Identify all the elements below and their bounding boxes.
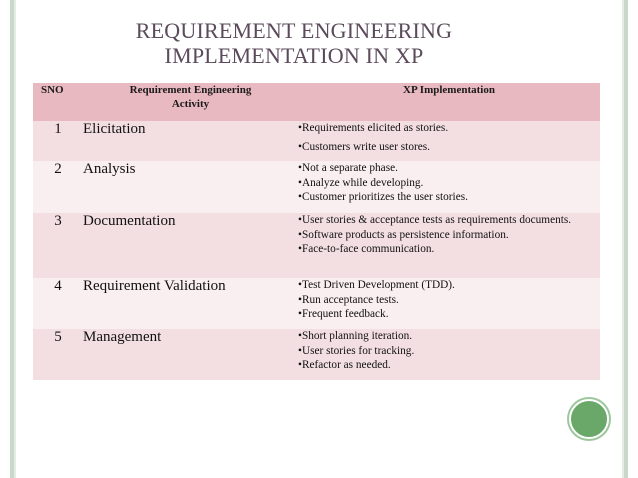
implementation-item: •Software products as persistence information. (298, 228, 509, 241)
implementation-item: •Customer prioritizes the user stories. (298, 191, 468, 204)
implementation-item: •Short planning iteration. (298, 330, 413, 342)
left-border-decoration (10, 0, 16, 478)
implementation-item: •Test Driven Development (TDD). (298, 279, 455, 291)
row-sno: 2 (54, 161, 62, 177)
implementation-item: •Requirements elicited as stories. (298, 122, 449, 134)
row-xp-implementation (298, 213, 600, 278)
row-xp-implementation (298, 161, 600, 213)
table-row (33, 329, 600, 380)
implementation-item: •Not a separate phase. (298, 162, 398, 174)
slide-title (60, 18, 528, 68)
slide-title-line-2: IMPLEMENTATION IN XP (164, 43, 424, 68)
row-activity: Management (83, 329, 162, 345)
implementation-item: •Frequent feedback. (298, 308, 389, 321)
implementation-item: •User stories & acceptance tests as requirements documents. (298, 214, 572, 226)
table-row (33, 213, 600, 278)
row-sno: 4 (54, 278, 62, 294)
implementation-item: •Refactor as needed. (298, 359, 391, 372)
requirements-table (33, 83, 600, 380)
table-header-row (33, 83, 600, 121)
implementation-item: •Customers write user stores. (298, 140, 430, 153)
row-sno: 5 (54, 329, 62, 345)
implementation-item: •Face-to-face communication. (298, 243, 435, 256)
green-circle-icon (569, 399, 609, 439)
implementation-item: •User stories for tracking. (298, 344, 415, 357)
implementation-item: •Analyze while developing. (298, 176, 424, 189)
slide-title-line-1: REQUIREMENT ENGINEERING (135, 18, 453, 43)
table-row (33, 121, 600, 161)
right-border-decoration (622, 0, 628, 478)
header-sno: SNO (41, 84, 64, 96)
row-sno: 3 (54, 213, 62, 229)
row-xp-implementation (298, 278, 600, 329)
table-row (33, 278, 600, 329)
header-xp-implementation: XP Implementation (403, 84, 495, 96)
row-activity: Analysis (83, 161, 136, 177)
implementation-item: •Run acceptance tests. (298, 293, 399, 306)
header-activity (83, 83, 298, 121)
row-xp-implementation (298, 121, 600, 161)
table-row (33, 161, 600, 213)
row-xp-implementation (298, 329, 600, 380)
row-activity: Requirement Validation (83, 278, 226, 294)
header-activity-line-1: Requirement Engineering (129, 84, 252, 96)
header-activity-line-2: Activity (171, 98, 210, 110)
row-activity: Documentation (83, 213, 176, 229)
row-activity: Elicitation (83, 121, 146, 137)
row-sno: 1 (54, 121, 62, 137)
